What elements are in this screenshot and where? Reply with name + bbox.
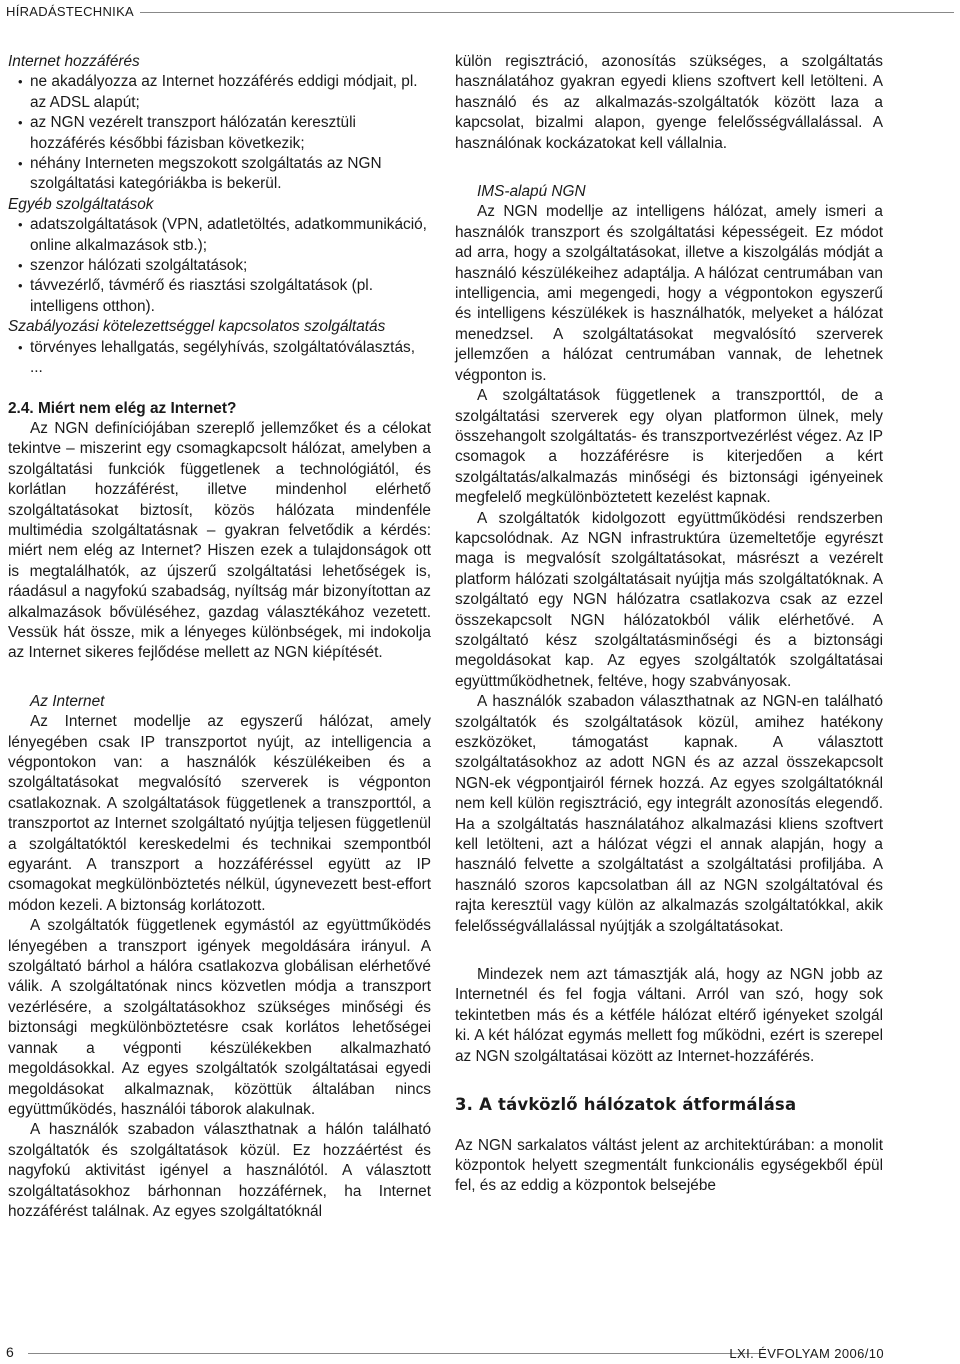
- footer-divider: [28, 1353, 760, 1354]
- paragraph: A használók szabadon választhatnak a hálón található szolgáltatók és szolgáltatások közül. Ez hozzáértést és nagyfokú aktivitást igényel a használótól. A választott szolgáltatásokhoz bárhonnan hozzáférnek, ha Internet hozzáférést találnak. Az egyes szolgáltatóknál: [8, 1121, 431, 1220]
- list-item: • törvényes lehallgatás, segélyhívás, szolgáltatóválasztás, ...: [8, 338, 431, 379]
- subheading-internet: Az Internet: [30, 692, 105, 710]
- paragraph: Az NGN modellje az intelligens hálózat, amely ismeri a használók transzport és szolgáltatási képességeit. Ez módot ad arra, hogy a szolgáltatásokat, illetve a kiszolgálás módját a használó készülékeihez adaptálja. A hálózat centrumában van intelligencia, ami megengedi, hogy a végpontokon egyszerű és intelligens készülékek is használhatók, melyeket a hálózat menedzsel. A szolgáltatásokat megvalósító szerverek jellemzően a hálózat centrumában vannak, de lehetnek végponton is.: [455, 203, 883, 384]
- list-item: • az NGN vezérelt transzport hálózatán keresztüli hozzáférés későbbi fázisban következik;: [8, 113, 431, 154]
- list-item: • néhány Interneten megszokott szolgáltatás az NGN szolgáltatási kategóriákba is bekerül.: [8, 154, 431, 195]
- paragraph: Mindezek nem azt támasztják alá, hogy az NGN jobb az Internetnél és fel fogja váltani. Arról van szó, hogy sok tekintetben más és a kétféle hálózat eltérő igényeket szolgál ki. A két hálózat egymás mellett fog működni, ezért is szerepel az NGN szolgáltatásai között az Internet-hozzáférés.: [455, 966, 883, 1065]
- paragraph: A szolgáltatók függetlenek egymástól az együttműködés lényegében a transzport igények megoldására irányul. A szolgáltató bárhol a hálóra csatlakozva globálisan elérhetővé válik. A szolgáltatónak nincs közvetlen módja a transzport vezérlésére, a szolgáltatásokhoz szükséges minőségi és biztonsági megkülönböztetésre csak korlátos lehetőségei vannak a végponti készülékekben alkalmazható megoldásokkal. Az egyes szolgáltatók szolgáltatásai egyedi megoldásokat alkalmaznak, közöttük általában nincs együttműködés, használói táborok alakulnak.: [8, 917, 431, 1118]
- paragraph: A használók szabadon választhatnak az NGN-en található szolgáltatók és szolgáltatások közül, amihez hatékony eszközöket, támogatást kapnak. A választott szolgáltatásokhoz az adott NGN és az azzal összekapcsolt NGN-ek végpontjairól férnek hozzá. Az egyes szolgáltatóknál nem kell külön regisztráció, egy integrált azonosítás elegendő. Ha a szolgáltatás használatához alkalmazási kliens szoftvert kell letölteni, azt a hálózat végzi el annak alapján, hogy a használó felvette a szolgáltatást a szolgáltatási profiljába. A használó szoros kapcsolatban áll az NGN szolgáltatóval és rajta keresztül vagy külön az alkalmazás szolgáltatókkal, akik felelősségvállalással nyújtják a szolgáltatásokat.: [455, 693, 883, 935]
- paragraph: Az NGN sarkalatos váltást jelent az architektúrában: a monolit központok helyett szegmentált funkcionális egységekből épül fel, és az eddig a központok belsejébe: [455, 1136, 883, 1195]
- list-item: • szenzor hálózati szolgáltatások;: [8, 256, 431, 276]
- header-divider: [140, 12, 954, 13]
- page-number: 6: [6, 1344, 14, 1360]
- section-heading-3: 3. A távközlő hálózatok átformálása: [455, 1095, 797, 1115]
- right-column: [455, 52, 883, 1197]
- bullet-list-other-services: [8, 215, 431, 317]
- paragraph: külön regisztráció, azonosítás szükséges, a szolgáltatás használatához gyakran egyedi kliens szoftvert kell letölteni. A használó és az alkalmazás-szolgáltatók között laza a kapcsolat, bizalmi alapon, gyenge felelősségvállalással. A használónak kockázatokat kell vállalnia.: [455, 53, 883, 152]
- bullet-list-regulatory: [8, 338, 431, 379]
- subheading-ims-ngn: IMS-alapú NGN: [477, 183, 586, 201]
- bullet-list-internet-access: [8, 72, 431, 194]
- paragraph: Az NGN definíciójában szereplő jellemzőket és a célokat tekintve – miszerint egy csomagkapcsolt hálózat, amelyben a szolgáltatási funkciók függetlenek a technológiától, és korlátlan hozzáférést, illetve mindenhol elérhető szolgáltatásokat biztosít, közös hálózata mindenféle multimédia szolgáltatásnak – gyakran felvetődik a kérdés: miért nem elég az Internet? Hiszen ezek a tulajdonságok ott is megtalálhatók, az újszerű szolgáltatási lehetőségek is, ráadásul a nagyfokú szabadság, nyíltság már bizonyítottan az alkalmazások bővüléséhez, gazdag választékához vezetett. Vessük hát össze, mik a lényeges különbségek, mi indokolja az Internet sikeres fejlődése mellett az NGN kiépítését.: [8, 419, 431, 662]
- left-column: [8, 52, 431, 1222]
- paragraph: A szolgáltatók kidolgozott együttműködési rendszerben kapcsolódnak. Az NGN infrastruktúra üzemeltetője egyrészt maga is megvalósít szolgáltatásokat, másrészt a vezérelt platform hálózati szolgáltatásait nyújtja más szolgáltatóknak. A szolgáltató egy NGN hálózatra csatlakozva csak az ezzel összekapcsolt NGN hálózatokból válik elérhetővé. A szolgáltató kész szolgáltatásminőségi és a biztonsági megoldásokat kap. Az egyes szolgáltatók szolgáltatásai együttműködhetnek, feltéve, hogy szabványosak.: [455, 509, 883, 690]
- list-item: • távvezérlő, távmérő és riasztási szolgáltatások (pl. intelligens otthon).: [8, 276, 431, 317]
- subheading-internet-access: Internet hozzáférés: [8, 53, 140, 70]
- list-item: • adatszolgáltatások (VPN, adatletöltés, adatkommunikáció, online alkalmazások stb.);: [8, 215, 431, 256]
- list-item: • ne akadályozza az Internet hozzáférés eddigi módjait, pl. az ADSL alapút;: [8, 72, 431, 113]
- volume-info: LXI. ÉVFOLYAM 2006/10: [729, 1346, 884, 1361]
- paragraph: A szolgáltatások függetlenek a transzporttól, de a szolgáltatási szerverek egy olyan platformon ülnek, mely összehangolt szolgáltatás- és transzportvezérlést végez. Az IP csomagok a hozzáférésre is kiterjedően a kért szolgáltatás/alkalmazás minőségi és biztonsági igényeinek megfelelő megkülönböztetett kezelést kapnak.: [455, 387, 883, 507]
- section-heading-2-4: 2.4. Miért nem elég az Internet?: [8, 399, 237, 417]
- section-header: HÍRADÁSTECHNIKA: [6, 4, 135, 19]
- subheading-other-services: Egyéb szolgáltatások: [8, 195, 154, 213]
- subheading-regulatory: Szabályozási kötelezettséggel kapcsolatos szolgáltatás: [8, 318, 386, 336]
- paragraph: Az Internet modellje az egyszerű hálózat, amely lényegében csak IP transzportot nyújt, az intelligencia a végpontokon van: a használók készülékeiben és a szolgáltatásokat megvalósító szerverek is végponton csatlakoznak. A szolgáltatások függetlenek a transzporttól, a transzportot az Internet szolgáltató nyújtja teljesen függetlenül a szolgáltatóktól kereskedelmi és technikai szempontból egyaránt. A transzport a hozzáféréssel együtt az IP csomagokat megkülönböztetés nélkül, úgynevezett best-effort módon kezeli. A biztonság korlátozott.: [8, 713, 431, 914]
